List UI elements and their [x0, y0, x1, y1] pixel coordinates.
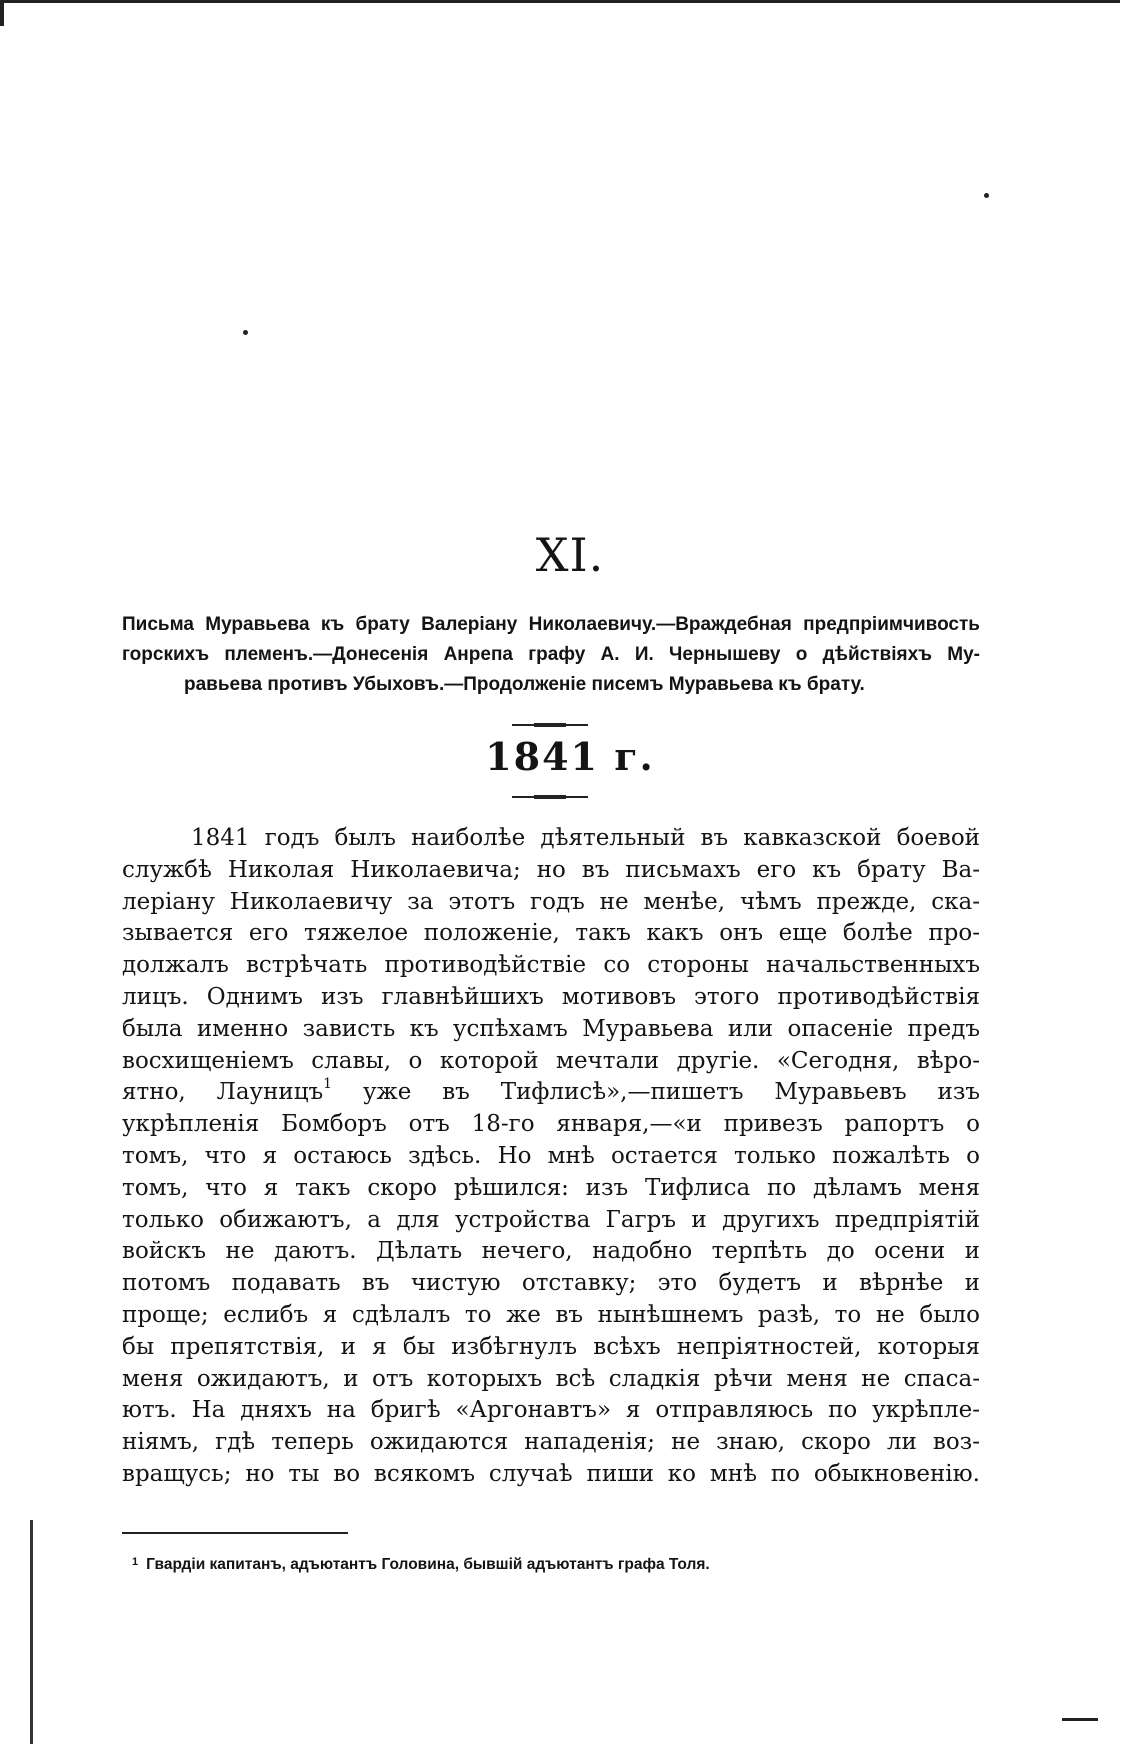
footnote-separator [122, 1532, 348, 1534]
body-line: потомъ подавать въ чистую отставку; это будетъ и вѣрнѣе и [122, 1270, 980, 1297]
scan-speck [984, 193, 989, 198]
year-heading: 1841 г. [485, 734, 655, 779]
body-line: ютъ. На дняхъ на бригѣ «Аргонавтъ» я отправляюсь по укрѣпле- [122, 1397, 980, 1424]
body-line: 1841 годъ былъ наиболѣе дѣятельный въ кавказской боевой [191, 825, 980, 851]
summary-line: равьева противъ Убыховъ.—Продолженіе писемъ Муравьева къ брату. [184, 674, 865, 695]
scan-edge-mark [1062, 1718, 1098, 1721]
body-line-segment: ятно, Лауницъ [122, 1079, 324, 1106]
footnote-mark: 1 [132, 1556, 139, 1568]
scan-speck [243, 330, 248, 335]
chapter-number: XI. [535, 528, 605, 582]
body-line: леріану Николаевичу за этотъ годъ не менѣе, чѣмъ прежде, ска- [122, 888, 980, 915]
body-line [122, 1077, 980, 1109]
body-line: бы препятствія, и я бы избѣгнулъ всѣхъ непріятностей, которыя [122, 1333, 980, 1360]
body-line: войскъ не даютъ. Дѣлать нечего, надобно терпѣть до осени и [122, 1238, 980, 1265]
body-line: службѣ Николая Николаевича; но въ письмахъ его къ брату Ва- [122, 856, 980, 883]
body-line: ніямъ, гдѣ теперь ожидаются нападенія; не знаю, скоро ли воз- [122, 1429, 980, 1456]
body-line: вращусь; но ты во всякомъ случаѣ пиши ко мнѣ по обыкновенію. [122, 1460, 980, 1487]
body-line: меня ожидаютъ, и отъ которыхъ всѣ сладкія рѣчи меня не спаса- [122, 1365, 980, 1392]
body-line: укрѣпленія Бомборъ отъ 18-го января,—«и привезъ рапортъ о [122, 1111, 980, 1138]
decorative-rule [512, 796, 588, 798]
body-line: только обижаютъ, а для устройства Гагръ и другихъ предпріятій [122, 1206, 980, 1233]
summary-line: Письма Муравьева къ брату Валеріану Николаевичу.—Враждебная предпріимчивость [122, 614, 980, 635]
body-line: лицъ. Однимъ изъ главнѣйшихъ мотивовъ этого противодѣйствія [122, 983, 980, 1010]
body-line-segment: уже въ Тифлисѣ»,—пишетъ Муравьевъ изъ [332, 1079, 981, 1106]
body-line: зывается его тяжелое положеніе, такъ какъ онъ еще болѣе про- [122, 920, 980, 947]
body-line: томъ, что я такъ скоро рѣшился: изъ Тифлиса по дѣламъ меня [122, 1174, 980, 1201]
body-line: проще; еслибъ я сдѣлалъ то же въ нынѣшнемъ разѣ, то не было [122, 1301, 980, 1328]
footnote-reference[interactable]: 1 [323, 1076, 333, 1093]
summary-line: горскихъ племенъ.—Донесенія Анрепа графу А. И. Чернышеву о дѣйствіяхъ Му- [122, 644, 980, 665]
scan-edge-top [0, 0, 1120, 3]
body-line: томъ, что я остаюсь здѣсь. Но мнѣ остается только пожалѣть о [122, 1142, 980, 1169]
scan-edge-corner [0, 0, 4, 26]
body-paragraph [122, 823, 980, 1491]
decorative-rule [512, 724, 588, 726]
body-line: восхищеніемъ славы, о которой мечтали другіе. «Сегодня, вѣро- [122, 1047, 980, 1074]
body-line: должалъ встрѣчать противодѣйствіе со стороны начальственныхъ [122, 952, 980, 979]
footnote [132, 1556, 710, 1574]
chapter-summary [122, 610, 980, 700]
footnote-text: Гвардіи капитанъ, адъютантъ Головина, бывшій адъютантъ графа Толя. [146, 1556, 710, 1573]
body-line: была именно зависть къ успѣхамъ Муравьева или опасеніе предъ [122, 1015, 980, 1042]
scan-edge-left [30, 1520, 33, 1744]
